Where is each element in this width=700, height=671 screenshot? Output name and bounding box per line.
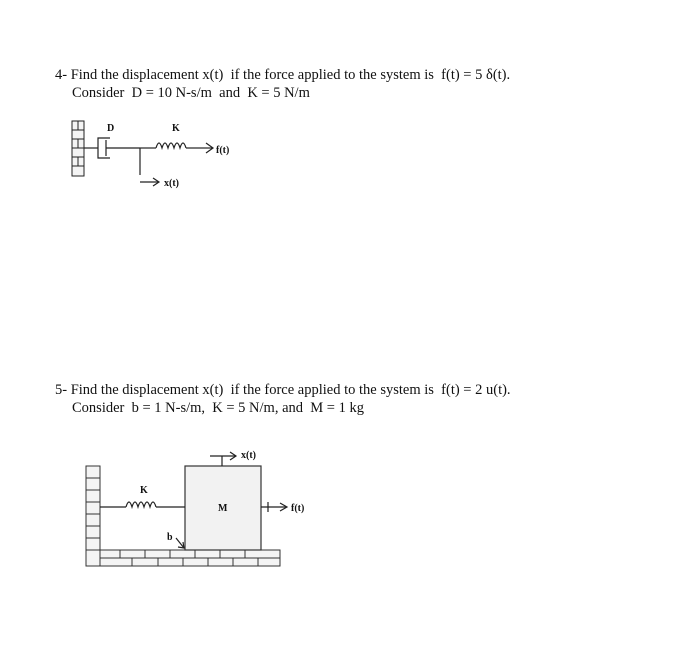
problem5-spring [100, 502, 185, 507]
problem5-mass-label: M [218, 503, 228, 514]
problem5-floor [100, 550, 280, 566]
problem4-force-arrow [198, 143, 213, 153]
problem5-damping-marker [176, 538, 184, 548]
problem5-wall [86, 466, 100, 566]
problem4-wall [72, 121, 84, 176]
problem5-damping-label: b [167, 532, 173, 543]
problem4-damper-label: D [107, 123, 115, 134]
problem5-force-label: f(t) [291, 503, 305, 514]
problem5-displacement-arrow [210, 452, 236, 466]
problem4-spring-label: K [172, 123, 180, 134]
problem4-displacement-arrow [140, 178, 159, 186]
problem5-spring-label: K [140, 485, 148, 496]
problem4-displacement-label: x(t) [164, 178, 179, 189]
problem4-damper [84, 138, 140, 175]
problem5-force-arrow [261, 502, 287, 512]
problem5-displacement-label: x(t) [241, 450, 256, 461]
problem4-statement: 4- Find the displacement x(t) if the force applied to the system is f(t) = 5 δ(t). [55, 67, 511, 83]
problem4-spring [140, 143, 198, 148]
problem4-given-values: Consider D = 10 N-s/m and K = 5 N/m [72, 85, 310, 101]
problem5-statement: 5- Find the displacement x(t) if the force applied to the system is f(t) = 2 u(t). [55, 382, 511, 398]
problem4-force-label: f(t) [216, 145, 230, 156]
problem5-given-values: Consider b = 1 N-s/m, K = 5 N/m, and M = 1 kg [72, 400, 364, 416]
